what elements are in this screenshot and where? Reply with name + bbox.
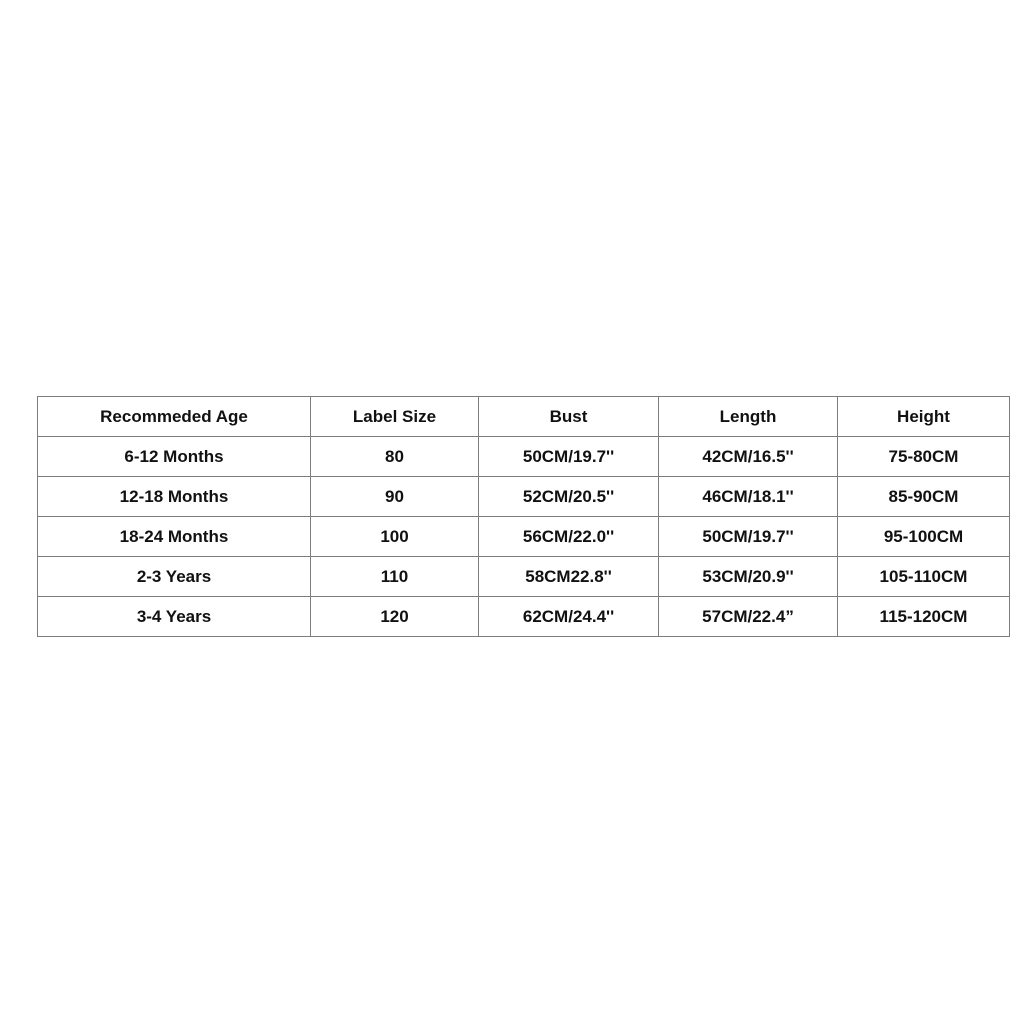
cell-label-size: 120	[311, 597, 479, 637]
cell-length: 57CM/22.4”	[659, 597, 838, 637]
table-row	[38, 477, 1010, 517]
cell-age: 12-18 Months	[38, 477, 311, 517]
cell-length: 42CM/16.5''	[659, 437, 838, 477]
cell-height: 105-110CM	[838, 557, 1010, 597]
cell-height: 75-80CM	[838, 437, 1010, 477]
column-header-length: Length	[659, 397, 838, 437]
column-header-label-size: Label Size	[311, 397, 479, 437]
header-row	[38, 397, 1010, 437]
cell-height: 115-120CM	[838, 597, 1010, 637]
cell-height: 95-100CM	[838, 517, 1010, 557]
cell-age: 3-4 Years	[38, 597, 311, 637]
cell-length: 50CM/19.7''	[659, 517, 838, 557]
size-chart-table	[37, 396, 1010, 637]
cell-age: 18-24 Months	[38, 517, 311, 557]
cell-label-size: 110	[311, 557, 479, 597]
cell-bust: 62CM/24.4''	[479, 597, 659, 637]
cell-bust: 52CM/20.5''	[479, 477, 659, 517]
cell-bust: 56CM/22.0''	[479, 517, 659, 557]
cell-label-size: 90	[311, 477, 479, 517]
cell-bust: 50CM/19.7''	[479, 437, 659, 477]
column-header-height: Height	[838, 397, 1010, 437]
table-row	[38, 597, 1010, 637]
cell-age: 2-3 Years	[38, 557, 311, 597]
table-row	[38, 557, 1010, 597]
cell-length: 53CM/20.9''	[659, 557, 838, 597]
cell-label-size: 80	[311, 437, 479, 477]
cell-height: 85-90CM	[838, 477, 1010, 517]
cell-bust: 58CM22.8''	[479, 557, 659, 597]
table-row	[38, 517, 1010, 557]
column-header-age: Recommeded Age	[38, 397, 311, 437]
cell-age: 6-12 Months	[38, 437, 311, 477]
cell-length: 46CM/18.1''	[659, 477, 838, 517]
column-header-bust: Bust	[479, 397, 659, 437]
cell-label-size: 100	[311, 517, 479, 557]
table-row	[38, 437, 1010, 477]
